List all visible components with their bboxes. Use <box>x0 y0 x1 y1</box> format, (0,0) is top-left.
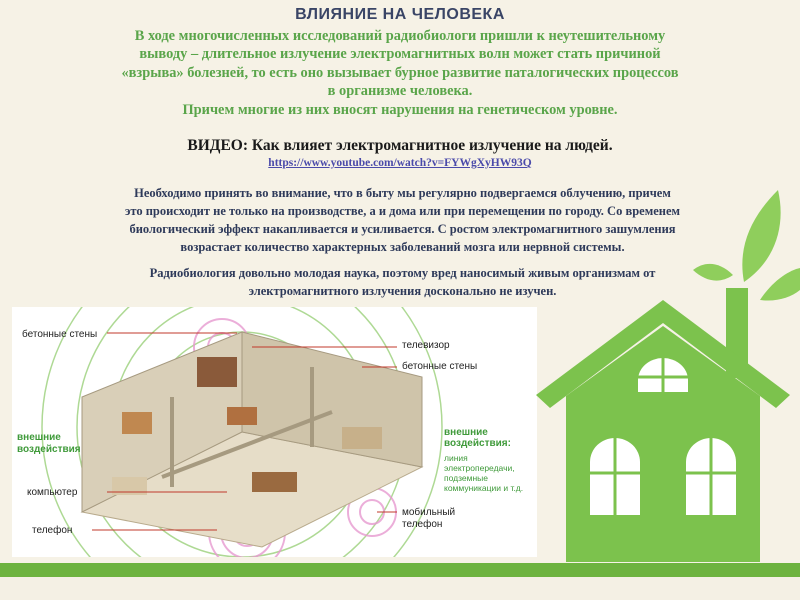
label-mobile-phone: мобильный <box>402 507 456 518</box>
label-outer-effects-left: внешние <box>17 432 61 443</box>
paragraph-line: электромагнитного излучения досконально не изучен. <box>248 284 557 298</box>
detail-line: коммуникации и т.д. <box>444 483 524 493</box>
detail-line: подземные <box>444 473 489 483</box>
green-house-icon <box>528 170 800 562</box>
footer-strip <box>0 577 800 600</box>
label-outer-effects-detail <box>444 453 534 493</box>
apartment-illustration <box>12 307 537 557</box>
label-mobile-phone: телефон <box>402 519 443 530</box>
paragraph-line: Необходимо принять во внимание, что в быту мы регулярно подвергаемся облучению, причем <box>134 186 671 200</box>
label-phone: телефон <box>32 525 73 536</box>
label-concrete-walls-left: бетонные стены <box>22 329 98 340</box>
intro-text <box>44 27 756 119</box>
intro-line: в организме человека. <box>327 83 473 100</box>
label-outer-effects-right: внешние <box>444 427 488 438</box>
label-tv: телевизор <box>402 340 450 351</box>
intro-line: выводу – длительное излучение электромагнитных волн может стать причиной <box>139 46 661 63</box>
paragraph-line: это происходит не только на производстве, а и дома или при перемещении по городу. Со временем <box>124 204 681 218</box>
detail-line: электропередачи, <box>444 463 515 473</box>
paragraph-line: возрастает количество характерных заболеваний мозга или нервной системы. <box>180 240 625 254</box>
paragraph-line: биологический эффект накапливается и усиливается. С ростом электромагнитного зашумления <box>129 222 676 236</box>
video-link[interactable]: https://www.youtube.com/watch?v=FYWgXyHW93Q <box>268 157 532 169</box>
intro-line: В ходе многочисленных исследований радиобиологи пришли к неутешительному <box>134 28 666 44</box>
paragraph-line: Радиобиология довольно молодая наука, поэтому вред наносимый живым организмам от <box>149 266 656 280</box>
label-computer: компьютер <box>27 487 78 498</box>
intro-line: «взрыва» болезней, то есть оно вызывает бурное развитие паталогических процессов <box>121 64 679 81</box>
video-heading: ВИДЕО: Как влияет электромагнитное излучение на людей. <box>187 137 613 154</box>
label-concrete-walls-right: бетонные стены <box>402 361 478 372</box>
slide-title: ВЛИЯНИЕ НА ЧЕЛОВЕКА <box>295 6 505 23</box>
label-outer-effects-left: воздействия <box>17 444 81 455</box>
detail-line: линия <box>444 453 468 463</box>
footer-green-bar <box>0 563 800 577</box>
label-outer-effects-right: воздействия: <box>444 438 511 449</box>
intro-line: Причем многие из них вносят нарушения на генетическом уровне. <box>182 101 618 118</box>
